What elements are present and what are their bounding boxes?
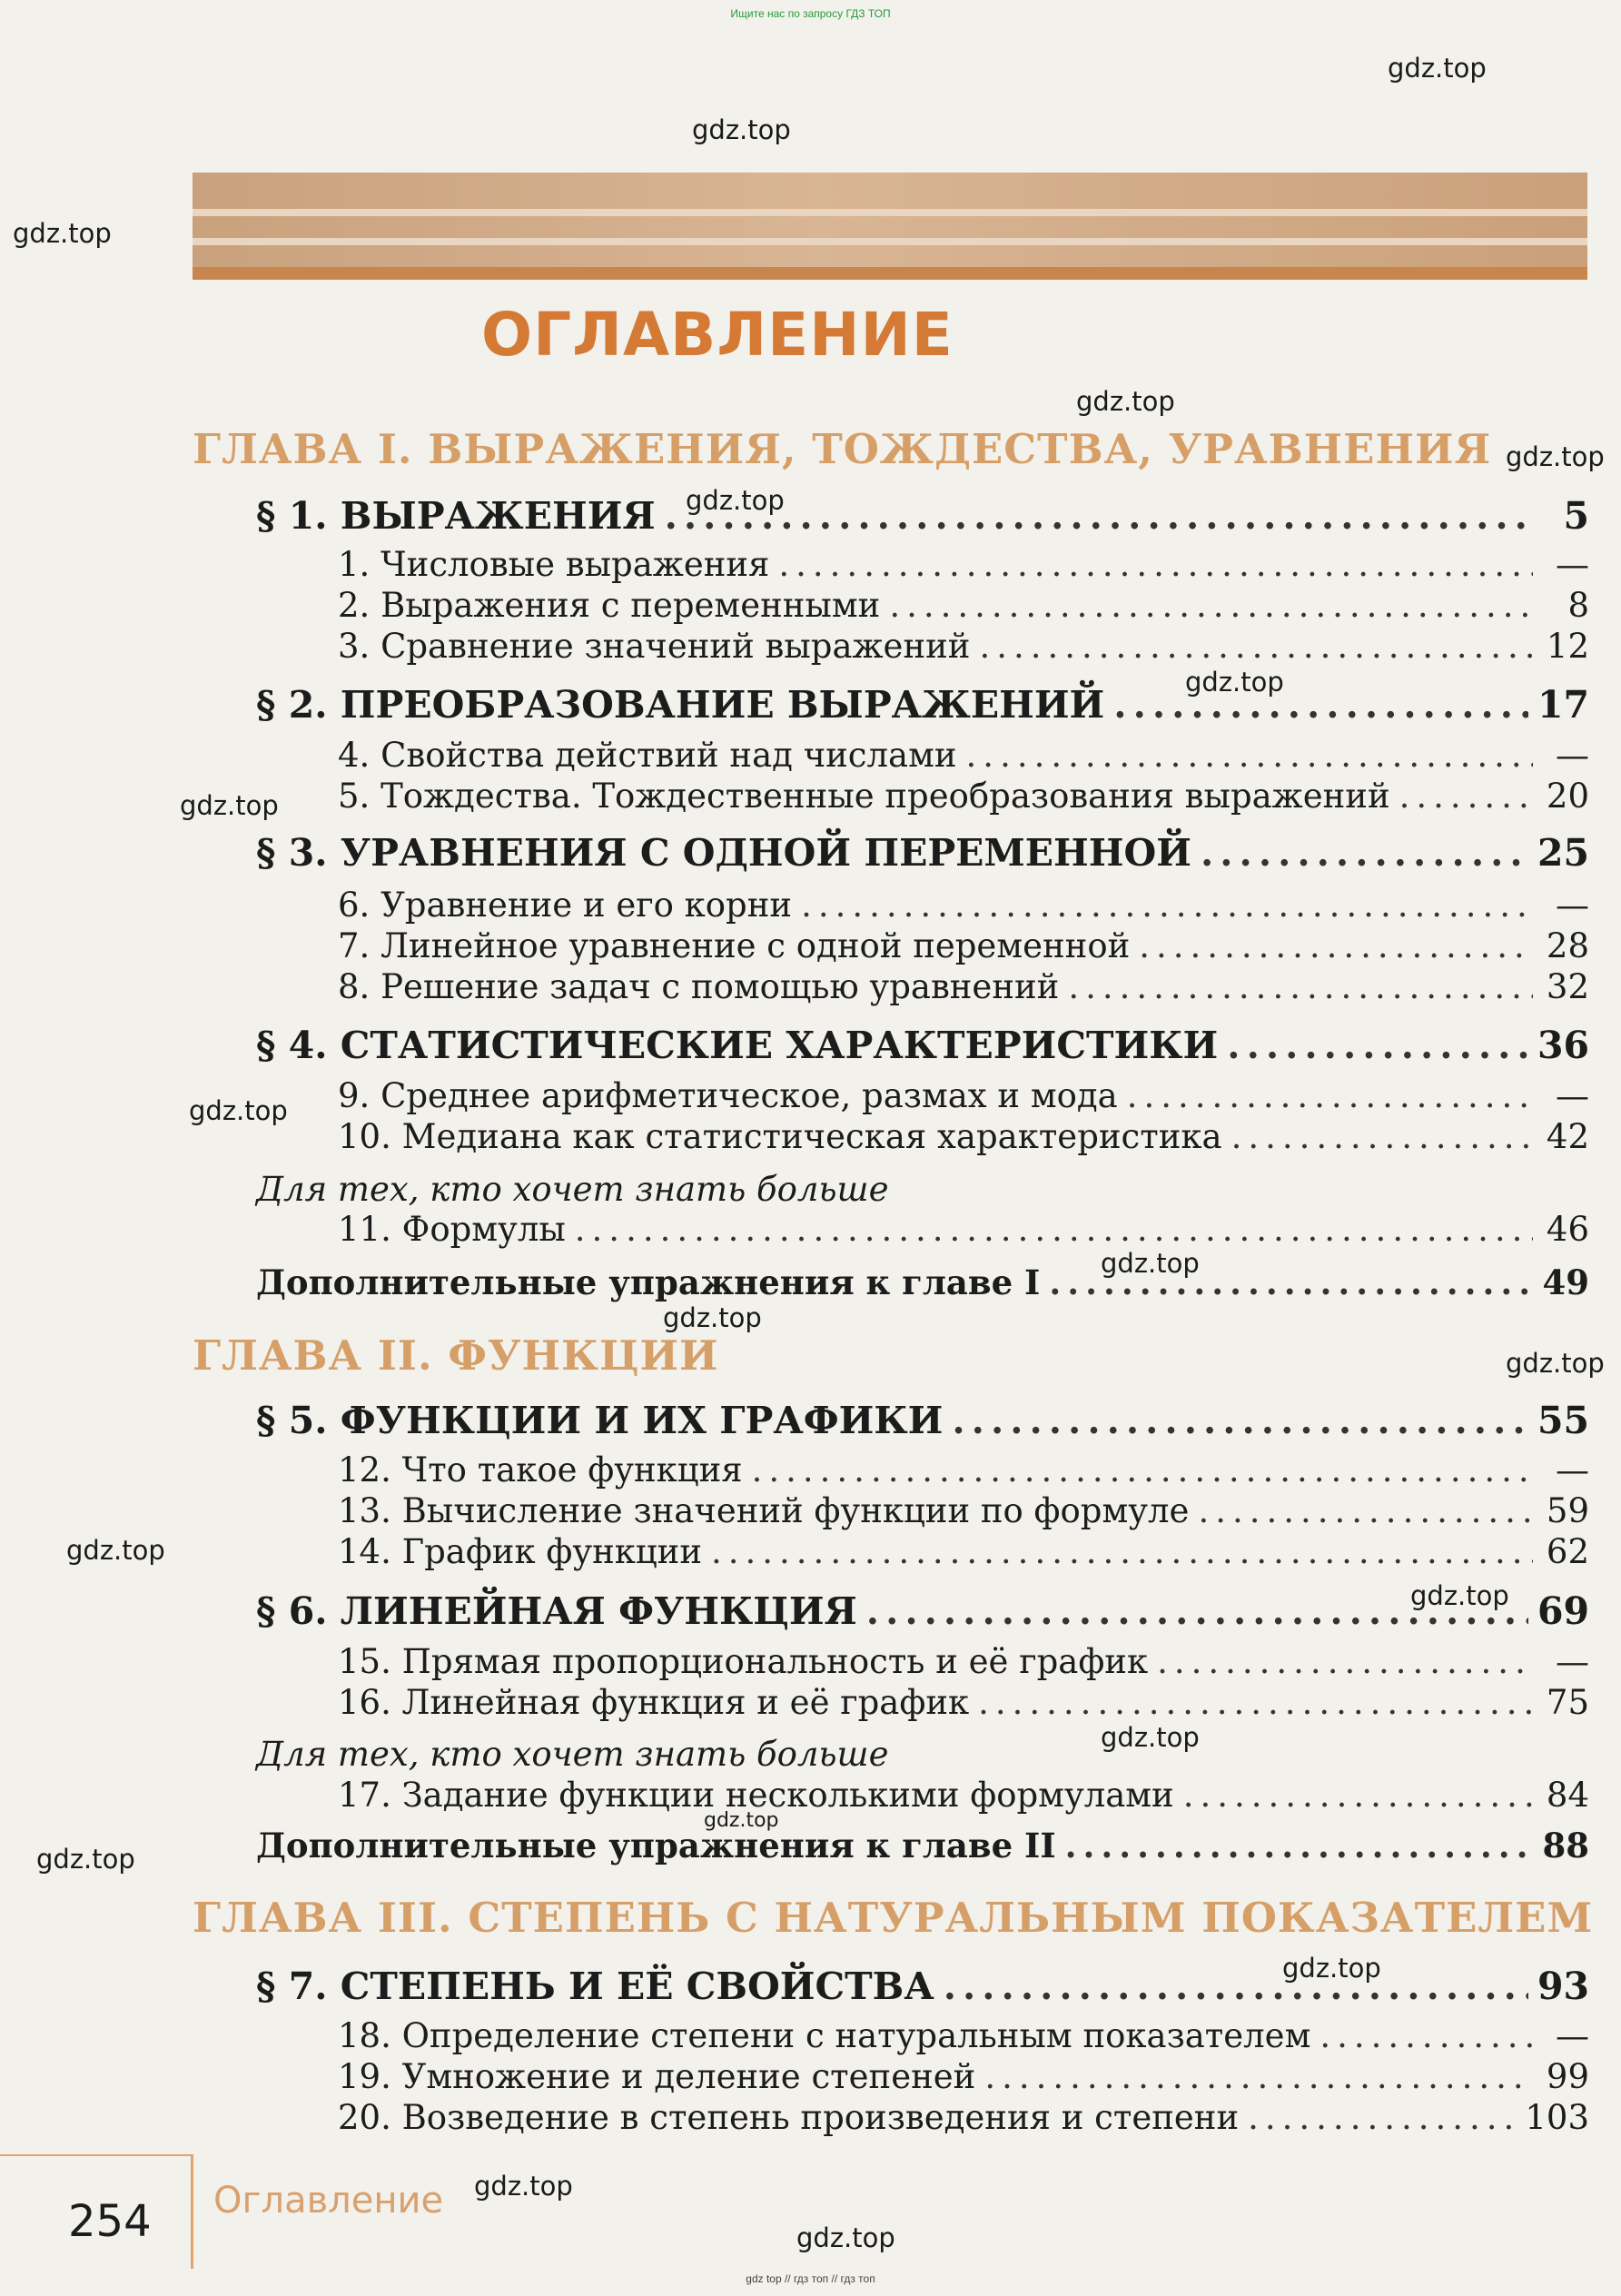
watermark: gdz.top [66,1535,165,1566]
entry-title: § 1. ВЫРАЖЕНИЯ [256,494,656,538]
entry-page: 59 [1546,1491,1589,1530]
toc-entry[interactable] [338,1642,1589,1681]
toc-entry[interactable] [256,1024,1589,1067]
entry-title: 2. Выражения с переменными [338,586,881,625]
entry-page: 28 [1546,926,1589,965]
watermark: gdz.top [13,218,112,249]
dot-leader [1399,777,1533,816]
dot-leader [952,1399,1528,1442]
entry-title: 18. Определение степени с натуральным показателем [338,2016,1311,2055]
watermark: gdz.top [1101,1248,1200,1279]
entry-page: — [1556,545,1589,584]
entry-title: 17. Задание функции несколькими формулами [338,1776,1174,1815]
dot-leader [1320,2016,1533,2055]
entry-page: 8 [1567,586,1589,625]
entry-title: 9. Среднее арифметическое, размах и мода [338,1076,1118,1115]
dot-leader [1139,926,1533,965]
entry-title: 11. Формулы [338,1210,566,1249]
toc-entry[interactable] [338,627,1589,666]
dot-leader [1183,1776,1533,1815]
entry-page: 88 [1542,1826,1589,1866]
toc-entry[interactable] [338,2057,1589,2096]
watermark: gdz.top [1388,53,1487,84]
italic-note: Для тех, кто хочет знать больше [256,1735,889,1774]
entry-page: 25 [1537,831,1589,875]
entry-title: 20. Возведение в степень произведения и степени [338,2098,1240,2137]
watermark: gdz.top [1506,441,1605,472]
dot-leader [966,736,1533,775]
toc-entry[interactable] [338,736,1589,775]
chapter-3-heading: ГЛАВА III. СТЕПЕНЬ С НАТУРАЛЬНЫМ ПОКАЗАТЕЛЕМ [193,1894,1594,1942]
footer-divider-vertical [191,2154,193,2269]
entry-page: 103 [1525,2098,1589,2137]
entry-title: § 5. ФУНКЦИИ И ИХ ГРАФИКИ [256,1399,944,1442]
dot-leader [1248,2098,1516,2137]
decorative-header-band [193,173,1587,280]
entry-title: § 3. УРАВНЕНИЯ С ОДНОЙ ПЕРЕМЕННОЙ [256,831,1191,875]
entry-page: — [1556,886,1589,925]
entry-title: 3. Сравнение значений выражений [338,627,971,666]
watermark: gdz.top [180,790,279,821]
entry-page: 12 [1546,627,1589,666]
dot-leader [978,1683,1533,1722]
toc-entry[interactable] [338,2098,1589,2137]
entry-title: 12. Что такое функция [338,1450,743,1489]
entry-page: 17 [1537,683,1589,727]
entry-title: 8. Решение задач с помощью уравнений [338,967,1060,1006]
dot-leader [1157,1642,1533,1681]
toc-entry[interactable] [256,1964,1589,2008]
watermark: gdz.top [189,1095,288,1126]
entry-title: § 7. СТЕПЕНЬ И ЕЁ СВОЙСТВА [256,1964,934,2008]
dot-leader [801,886,1533,925]
chapter-1-heading: ГЛАВА I. ВЫРАЖЕНИЯ, ТОЖДЕСТВА, УРАВНЕНИЯ [193,425,1492,473]
entry-page: — [1556,2016,1589,2055]
toc-entry[interactable] [338,2016,1589,2055]
entry-title: 10. Медиана как статистическая характеристика [338,1117,1222,1156]
dot-leader [944,1964,1528,2008]
entry-title: 1. Числовые выражения [338,545,770,584]
watermark: gdz.top [1506,1348,1605,1379]
entry-page: 46 [1546,1210,1589,1249]
toc-entry[interactable] [256,1399,1589,1442]
toc-entry[interactable] [338,1532,1589,1571]
footer-section-label: Оглавление [213,2180,444,2222]
entry-page: 99 [1546,2057,1589,2096]
watermark: gdz.top [704,1809,779,1832]
dot-leader [979,627,1533,666]
entry-title: § 2. ПРЕОБРАЗОВАНИЕ ВЫРАЖЕНИЙ [256,683,1105,727]
dot-leader [711,1532,1533,1571]
watermark: gdz.top [36,1844,135,1875]
watermark: gdz.top [692,114,791,145]
toc-entry[interactable] [256,831,1589,875]
toc-entry[interactable] [256,494,1589,538]
toc-entry[interactable] [338,926,1589,965]
chapter-2-heading: ГЛАВА II. ФУНКЦИИ [193,1331,719,1380]
dot-leader [1068,967,1533,1006]
toc-entry[interactable] [338,777,1589,816]
dot-leader [889,586,1533,625]
entry-page: 75 [1546,1683,1589,1722]
entry-page: 62 [1546,1532,1589,1571]
watermark: gdz.top [1076,386,1175,417]
bottom-banner: gdz top // гдз топ // гдз топ [746,2272,875,2285]
entry-title: 15. Прямая пропорциональность и её график [338,1642,1149,1681]
dot-leader [1127,1076,1533,1115]
top-banner: Ищите нас по запросу ГДЗ ТОП [730,7,891,20]
toc-entry[interactable] [338,1076,1589,1115]
dot-leader [752,1450,1533,1489]
watermark: gdz.top [1185,667,1284,698]
entry-page: 93 [1537,1964,1589,2008]
toc-entry[interactable] [338,1683,1589,1722]
toc-entry[interactable] [256,683,1589,727]
page-number: 254 [68,2196,152,2247]
page-title: ОГЛАВЛЕНИЕ [481,300,954,370]
entry-page: 20 [1546,777,1589,816]
watermark: gdz.top [474,2171,573,2202]
watermark: gdz.top [1101,1722,1200,1753]
watermark: gdz.top [686,485,785,516]
dot-leader [1227,1024,1528,1067]
entry-title: 16. Линейная функция и её график [338,1683,970,1722]
entry-title: § 4. СТАТИСТИЧЕСКИЕ ХАРАКТЕРИСТИКИ [256,1024,1219,1067]
watermark: gdz.top [796,2222,895,2253]
entry-title: 14. График функции [338,1532,702,1571]
toc-entry[interactable] [338,1776,1589,1815]
entry-title: 19. Умножение и деление степеней [338,2057,976,2096]
entry-page: 42 [1546,1117,1589,1156]
entry-page: 69 [1537,1589,1589,1633]
watermark: gdz.top [1282,1953,1381,1984]
entry-title: 6. Уравнение и его корни [338,886,793,925]
entry-page: 49 [1542,1262,1589,1302]
toc-entry[interactable] [256,1262,1589,1302]
entry-page: 55 [1537,1399,1589,1442]
dot-leader [1065,1826,1533,1866]
toc-entry[interactable] [256,1826,1589,1866]
entry-title: 4. Свойства действий над числами [338,736,957,775]
toc-entry[interactable] [338,1210,1589,1249]
entry-page: 36 [1537,1024,1589,1067]
entry-title: 5. Тождества. Тождественные преобразования выражений [338,777,1390,816]
dot-leader [1198,1491,1533,1530]
dot-leader [1201,831,1528,875]
entry-page: 84 [1546,1776,1589,1815]
entry-page: — [1556,736,1589,775]
toc-entry[interactable] [338,545,1589,584]
entry-page: 32 [1546,967,1589,1006]
footer-divider [0,2154,193,2156]
toc-entry[interactable] [338,1491,1589,1530]
toc-entry[interactable] [256,1589,1589,1633]
toc-entry[interactable] [338,586,1589,625]
toc-entry[interactable] [338,886,1589,925]
entry-title: 13. Вычисление значений функции по формуле [338,1491,1190,1530]
dot-leader [665,494,1533,538]
toc-entry[interactable] [338,1450,1589,1489]
toc-entry[interactable] [338,1117,1589,1156]
entry-page: — [1556,1642,1589,1681]
dot-leader [1231,1117,1533,1156]
toc-entry[interactable] [338,967,1589,1006]
entry-title: Дополнительные упражнения к главе I [256,1262,1041,1302]
italic-note: Для тех, кто хочет знать больше [256,1170,889,1209]
dot-leader [575,1210,1533,1249]
entry-page: — [1556,1450,1589,1489]
dot-leader [984,2057,1533,2096]
entry-page: 5 [1563,494,1589,538]
entry-title: § 6. ЛИНЕЙНАЯ ФУНКЦИЯ [256,1589,857,1633]
entry-title: Дополнительные упражнения к главе II [256,1826,1056,1866]
entry-page: — [1556,1076,1589,1115]
entry-title: 7. Линейное уравнение с одной переменной [338,926,1131,965]
dot-leader [1113,683,1528,727]
watermark: gdz.top [663,1302,762,1333]
watermark: gdz.top [1410,1580,1509,1611]
dot-leader [778,545,1533,584]
